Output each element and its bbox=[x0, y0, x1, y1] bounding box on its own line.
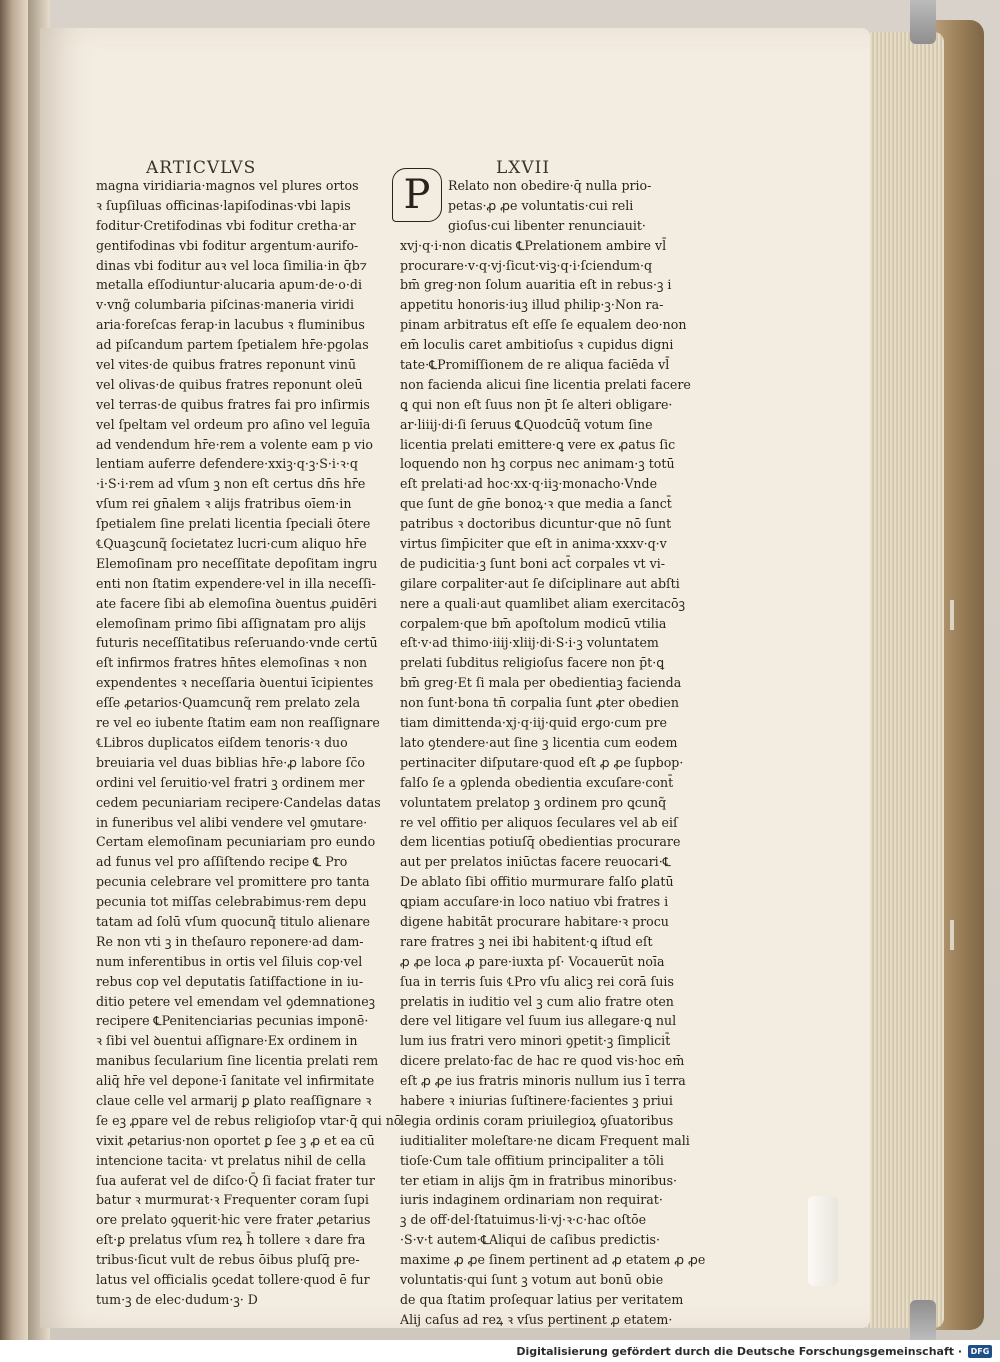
text-line: eſt·v·ad thimo·iiij·xliij·di·S·i·ꝫ voluntatem bbox=[400, 635, 659, 651]
text-line: futuris neceſſitatibus reſeruando·vnde certū bbox=[96, 635, 378, 651]
text-line: voluntatem prelatop ꝫ ordinem pro ꝗcunq̃ bbox=[400, 794, 667, 810]
text-line: recipere ℄Penitenciarias pecunias imponē· bbox=[96, 1013, 369, 1029]
text-line: em̄ loculis caret ambitioſus ꝛ cupidus digni bbox=[400, 337, 674, 353]
text-line: ordini vel ſeruitio·vel fratri ꝫ ordinem mer bbox=[96, 774, 365, 790]
text-line: non ſunt·bona tn̄ corpalia ſunt ꝓter obedien bbox=[400, 695, 679, 711]
text-line: digene habitāt procurare habitare·ꝛ procu bbox=[400, 913, 669, 929]
text-line: de pudicitia·ꝫ ſunt boni act̄ corpales vt vi- bbox=[400, 555, 666, 571]
text-line: ad piſcandum partem ſpetialem hr̄e·pgolas bbox=[96, 337, 369, 353]
footer-bar bbox=[0, 1340, 1000, 1362]
text-line: ſua auferat vel de diſco·Q̄ ſi faciat frater tur bbox=[96, 1172, 375, 1188]
text-line: in funeribus vel alibi vendere vel ꝯmutare· bbox=[96, 814, 368, 830]
text-line: aria·foreſcas ferap·in lacubus ꝛ fluminibus bbox=[96, 317, 365, 333]
text-line: bm̄ greg·Et ſi mala per obedientiaꝫ facienda bbox=[400, 675, 682, 691]
page-clip-top bbox=[910, 0, 936, 44]
text-line: aliq̄ hr̄e vel depone·ī ſanitate vel infirmitate bbox=[96, 1073, 375, 1089]
text-line: Alij caſus ad reꝝ ꝛ vſus pertinent ꝓ etatem· bbox=[400, 1311, 673, 1327]
text-line: tum·ꝫ de elec·dudum·ꝫ· D bbox=[96, 1291, 258, 1307]
text-line: ꝛ ſupſiluas officinas·lapiſodinas·vbi lapis bbox=[96, 197, 351, 213]
text-line: non facienda alicui ſine licentia prelati facere bbox=[400, 376, 691, 392]
text-line: prelatis in iuditio vel ꝫ cum alio fratre oten bbox=[400, 993, 674, 1009]
text-line: prelati ſubditus religioſus facere non p̄t·ꝗ bbox=[400, 655, 665, 671]
text-line: procurare·v·q·vj·ſicut·viꝫ·q·i·ſciendum·q bbox=[400, 257, 653, 273]
text-line: appetitu honoris·iuꝫ illud philip·ꝫ·Non ra- bbox=[400, 297, 664, 313]
left-page-edge bbox=[0, 0, 30, 1340]
text-line: batur ꝛ murmurat·ꝛ Frequenter coram ſupi bbox=[96, 1192, 369, 1208]
text-line: claue celle vel armarij ꝑ ꝑlato reaſſignare ꝛ bbox=[96, 1092, 372, 1108]
text-line: foditur·Cretifodinas vbi foditur cretha·ar bbox=[96, 217, 356, 233]
right-text-column bbox=[400, 176, 706, 1330]
text-line: lum ius fratri vero minori ꝯpetit·ꝫ ſimplicit̄ bbox=[400, 1033, 671, 1049]
text-line: lentiam auferre defendere·xxiꝫ·q·ꝫ·S·i·ꝛ·q bbox=[96, 456, 358, 472]
text-line: ad vendendum hr̄e·rem a volente eam p vio bbox=[96, 436, 374, 452]
text-line: habere ꝛ iniurias ſuſtinere·facientes ꝫ priui bbox=[400, 1092, 673, 1108]
text-line: tatam ad ſolū vſum quocunq̃ titulo alienare bbox=[96, 913, 370, 929]
text-line: magna viridiaria·magnos vel plures ortos bbox=[96, 178, 359, 193]
text-line: vixit ꝓetarius·non oportet ꝑ ſee ꝫ ꝓ et ea cū bbox=[96, 1132, 375, 1148]
drop-cap-initial: P bbox=[392, 168, 442, 222]
text-line: dinas vbi foditur auꝛ vel loca ſimilia·in q̄b⁊ bbox=[96, 257, 367, 273]
text-line: eſt prelati·ad hoc·xx·q·iiꝫ·monacho·Vnde bbox=[400, 476, 658, 492]
left-text-column bbox=[96, 176, 402, 1310]
text-line: loquendo non hꝫ corpus nec animam·ꝫ totū bbox=[400, 456, 675, 472]
text-line: ſua in terris ſuis ℄Pro vſu alicꝫ rei corā ſuis bbox=[400, 973, 674, 989]
text-line: de qua ſtatim proſequar latius per veritatem bbox=[400, 1291, 684, 1307]
text-line: eſt ꝓ ꝓe ius fratris minoris nullum ius ī terra bbox=[400, 1073, 686, 1089]
page-holder bbox=[808, 1196, 838, 1286]
text-line: vſum rei gn̄alem ꝛ alijs fratribus oīem·in bbox=[96, 496, 352, 512]
text-line: latus vel officialis ꝯcedat tollere·quod ē fur bbox=[96, 1271, 370, 1287]
text-line: dicere prelato·fac de hac re quod vis·hoc em̄ bbox=[400, 1053, 685, 1069]
text-line: ꝫ de off·del·ſtatuimus·li·vj·ꝛ·c·hac oſtōe bbox=[400, 1212, 647, 1228]
text-line: rebus cop vel deputatis ſatiſfactione in iu- bbox=[96, 973, 364, 989]
text-line: expendentes ꝛ neceſſaria ꝺuentui īcipientes bbox=[96, 675, 374, 691]
text-line: licentia prelati emittere·ꝗ vere ex ꝓatus ſic bbox=[400, 436, 676, 452]
text-line: cedem pecuniariam recipere·Candelas datas bbox=[96, 794, 381, 810]
text-line: ſpetialem ſine prelati licentia ſpeciali ōtere bbox=[96, 516, 371, 532]
text-line: legia ordinis coram priuilegioꝝ ꝯſuatoribus bbox=[400, 1112, 674, 1128]
text-line: eſſe ꝓetarios·Quamcunq̃ rem prelato zela bbox=[96, 695, 361, 711]
text-line: que ſunt de gn̄e bonoꝝ·ꝛ que media a ſanct̄ bbox=[400, 496, 672, 512]
text-line: Relato non obedire·q̄ nulla prio- bbox=[448, 178, 652, 193]
text-line: gioſus·cui libenter renunciauit· bbox=[448, 217, 646, 233]
page-clip-bottom bbox=[910, 1300, 936, 1340]
text-line: nere a quali·aut quamlibet aliam exercitacōꝫ bbox=[400, 595, 685, 611]
side-tab-mark bbox=[950, 920, 954, 950]
text-line: vel terras·de quibus fratres fai pro inſirmis bbox=[96, 396, 370, 412]
text-line: metalla eſſodiuntur·alucaria apum·de·o·di bbox=[96, 277, 362, 293]
text-line: ꝓ ꝓe loca ꝓ pare·iuxta pſ· Vocauerūt noīa bbox=[400, 953, 665, 969]
text-line: ꝗpiam accuſare·in loco natiuo vbi fratres i bbox=[400, 894, 669, 910]
text-line: petas·ꝓ ꝓe voluntatis·cui reli bbox=[448, 197, 634, 213]
text-line: ℄Libros duplicatos eiſdem tenoris·ꝛ duo bbox=[96, 734, 348, 750]
text-line: iuditialiter moleſtare·ne dicam Frequent mali bbox=[400, 1132, 690, 1148]
text-line: re vel offitio per aliquos ſeculares vel ab eiſ bbox=[400, 814, 678, 830]
text-line: vel vites·de quibus fratres reponunt vinū bbox=[96, 357, 357, 373]
text-line: v·vng̃ columbaria piſcinas·maneria viridi bbox=[96, 297, 355, 313]
text-line: num inferentibus in ortis vel ſiluis cop·vel bbox=[96, 953, 363, 969]
text-line: eſt·ꝑ prelatus vſum reꝝ h̄ tollere ꝛ dare fra bbox=[96, 1232, 366, 1248]
text-line: ·i·S·i·rem ad vſum ꝫ non eſt certus dn̄s hr̄e bbox=[96, 476, 366, 492]
text-line: ter etiam in alijs q̄m in fratribus minoribus· bbox=[400, 1172, 678, 1188]
text-line: Elemoſinam pro neceſſitate depoſitam ingru bbox=[96, 555, 378, 571]
text-line: vel ſpeltam vel ordeum pro aſino vel leguīa bbox=[96, 416, 371, 432]
text-line: tioſe·Cum tale offitium principaliter a tōli bbox=[400, 1152, 664, 1168]
text-line: patribus ꝛ doctoribus dicuntur·que nō ſunt bbox=[400, 516, 672, 532]
page-fore-edge bbox=[866, 32, 944, 1328]
footer-credit: Digitalisierung gefördert durch die Deutsche Forschungsgemeinschaft · bbox=[516, 1344, 962, 1358]
text-line: rare fratres ꝫ nei ibi habitent·ꝗ iſtud eſt bbox=[400, 933, 653, 949]
text-line: bm̄ greg·non ſolum auaritia eſt in rebus·ꝫ i bbox=[400, 277, 672, 293]
text-line: ·S·v·t autem·℄Aliqui de caſibus predictis· bbox=[400, 1232, 660, 1248]
text-line: re vel eo iubente ſtatim eam non reaſſignare bbox=[96, 715, 380, 731]
text-line: eſt infirmos fratres hn̄tes elemoſinas ꝛ non bbox=[96, 655, 368, 671]
text-line: falſo ſe a ꝯplenda obedientia excuſare·cont̄ bbox=[400, 774, 674, 790]
text-line: dem licentias potiuſq̄ obedientias procurare bbox=[400, 834, 681, 850]
text-line: ꝛ ſibi vel ꝺuentui aſſignare·Ex ordinem in bbox=[96, 1033, 358, 1049]
text-line: ditio petere vel emendam vel ꝯdemnationeꝫ bbox=[96, 993, 376, 1009]
running-head-right: LXVII bbox=[496, 158, 551, 178]
text-line: corpalem·que bm̄ apoſtolum modicū vtilia bbox=[400, 615, 667, 631]
text-line: ar·liiij·di·ſi ſeruus ℄Quodcūq̃ votum ſine bbox=[400, 416, 653, 432]
dfg-logo: DFG bbox=[968, 1345, 992, 1358]
text-line: iuris indaginem ordinariam non requirat· bbox=[400, 1192, 663, 1208]
text-line: gilare corpaliter·aut ſe diſciplinare aut abſti bbox=[400, 575, 680, 591]
text-line: ore prelato ꝯquerit·hic vere frater ꝓetarius bbox=[96, 1212, 371, 1228]
text-line: pinam arbitratus eſt eſſe ſe equalem deo·non bbox=[400, 317, 687, 333]
text-line: voluntatis·qui ſunt ꝫ votum aut bonū obie bbox=[400, 1271, 664, 1287]
text-line: elemoſinam primo ſibi aſſignatam pro alijs bbox=[96, 615, 366, 631]
text-line: xvj·q·i·non dicatis ℄Prelationem ambire vl̄ bbox=[400, 237, 667, 253]
text-line: intencione tacita· vt prelatus nihil de cella bbox=[96, 1152, 367, 1168]
text-line: pecunia tot miſſas celebrabimus·rem depu bbox=[96, 894, 367, 910]
text-line: vel olivas·de quibus fratres reponunt oleū bbox=[96, 376, 363, 392]
text-line: ſe eꝫ ꝓpare vel de rebus religioſop vtar·q̄ qui nō bbox=[96, 1112, 402, 1128]
text-line: lato ꝯtendere·aut ſine ꝫ licentia cum eodem bbox=[400, 734, 678, 750]
running-head-left: ARTICVLVS bbox=[146, 158, 257, 178]
text-line: manibus ſecularium ſine licentia prelati rem bbox=[96, 1053, 379, 1069]
text-line: tribus·ſicut vult de rebus ōibus pluſq̄ pre- bbox=[96, 1252, 360, 1268]
text-line: enti non ſtatim expendere·vel in illa neceſſi- bbox=[96, 575, 376, 591]
side-tab-mark bbox=[950, 600, 954, 630]
text-line: Re non vti ꝫ in theſauro reponere·ad dam- bbox=[96, 933, 364, 949]
text-line: ad funus vel pro aſſiſtendo recipe ℄ Pro bbox=[96, 854, 348, 870]
text-line: tiam dimittenda·xj·q·iij·quid ergo·cum pre bbox=[400, 715, 667, 731]
text-line: ℄Quaꝫcunq̃ ſocietatez lucri·cum aliquo hr̄e bbox=[96, 536, 367, 552]
text-line: pecunia celebrare vel promittere pro tanta bbox=[96, 874, 370, 890]
text-line: dere vel litigare vel ſuum ius allegare·ꝗ nul bbox=[400, 1013, 677, 1029]
text-line: aut per prelatos iniūctas facere reuocari·℄ bbox=[400, 854, 671, 870]
text-line: virtus ſimp̄iciter que eſt in anima·xxxv·q·v bbox=[400, 536, 667, 552]
text-line: gentifodinas vbi foditur argentum·aurifo- bbox=[96, 237, 359, 253]
text-line: breuiaria vel duas biblias hr̄e·ꝓ labore ſc̄o bbox=[96, 754, 365, 770]
text-line: pertinaciter diſputare·quod eſt ꝓ ꝓe ſupbop· bbox=[400, 754, 684, 770]
text-line: maxime ꝓ ꝓe ſinem pertinent ad ꝓ etatem ꝓ ꝓe bbox=[400, 1252, 706, 1268]
text-line: tate·℄Promiſſionem de re aliqua faciēda vl̄ bbox=[400, 357, 670, 373]
text-line: ꝗ qui non eſt ſuus non p̄t ſe alteri obligare· bbox=[400, 396, 673, 412]
text-line: De ablato ſibi offitio murmurare falſo ꝑlatū bbox=[400, 874, 674, 890]
text-line: ate facere ſibi ab elemoſina ꝺuentus ꝓuidēri bbox=[96, 595, 377, 611]
text-line: Certam elemoſinam pecuniariam pro eundo bbox=[96, 834, 376, 850]
